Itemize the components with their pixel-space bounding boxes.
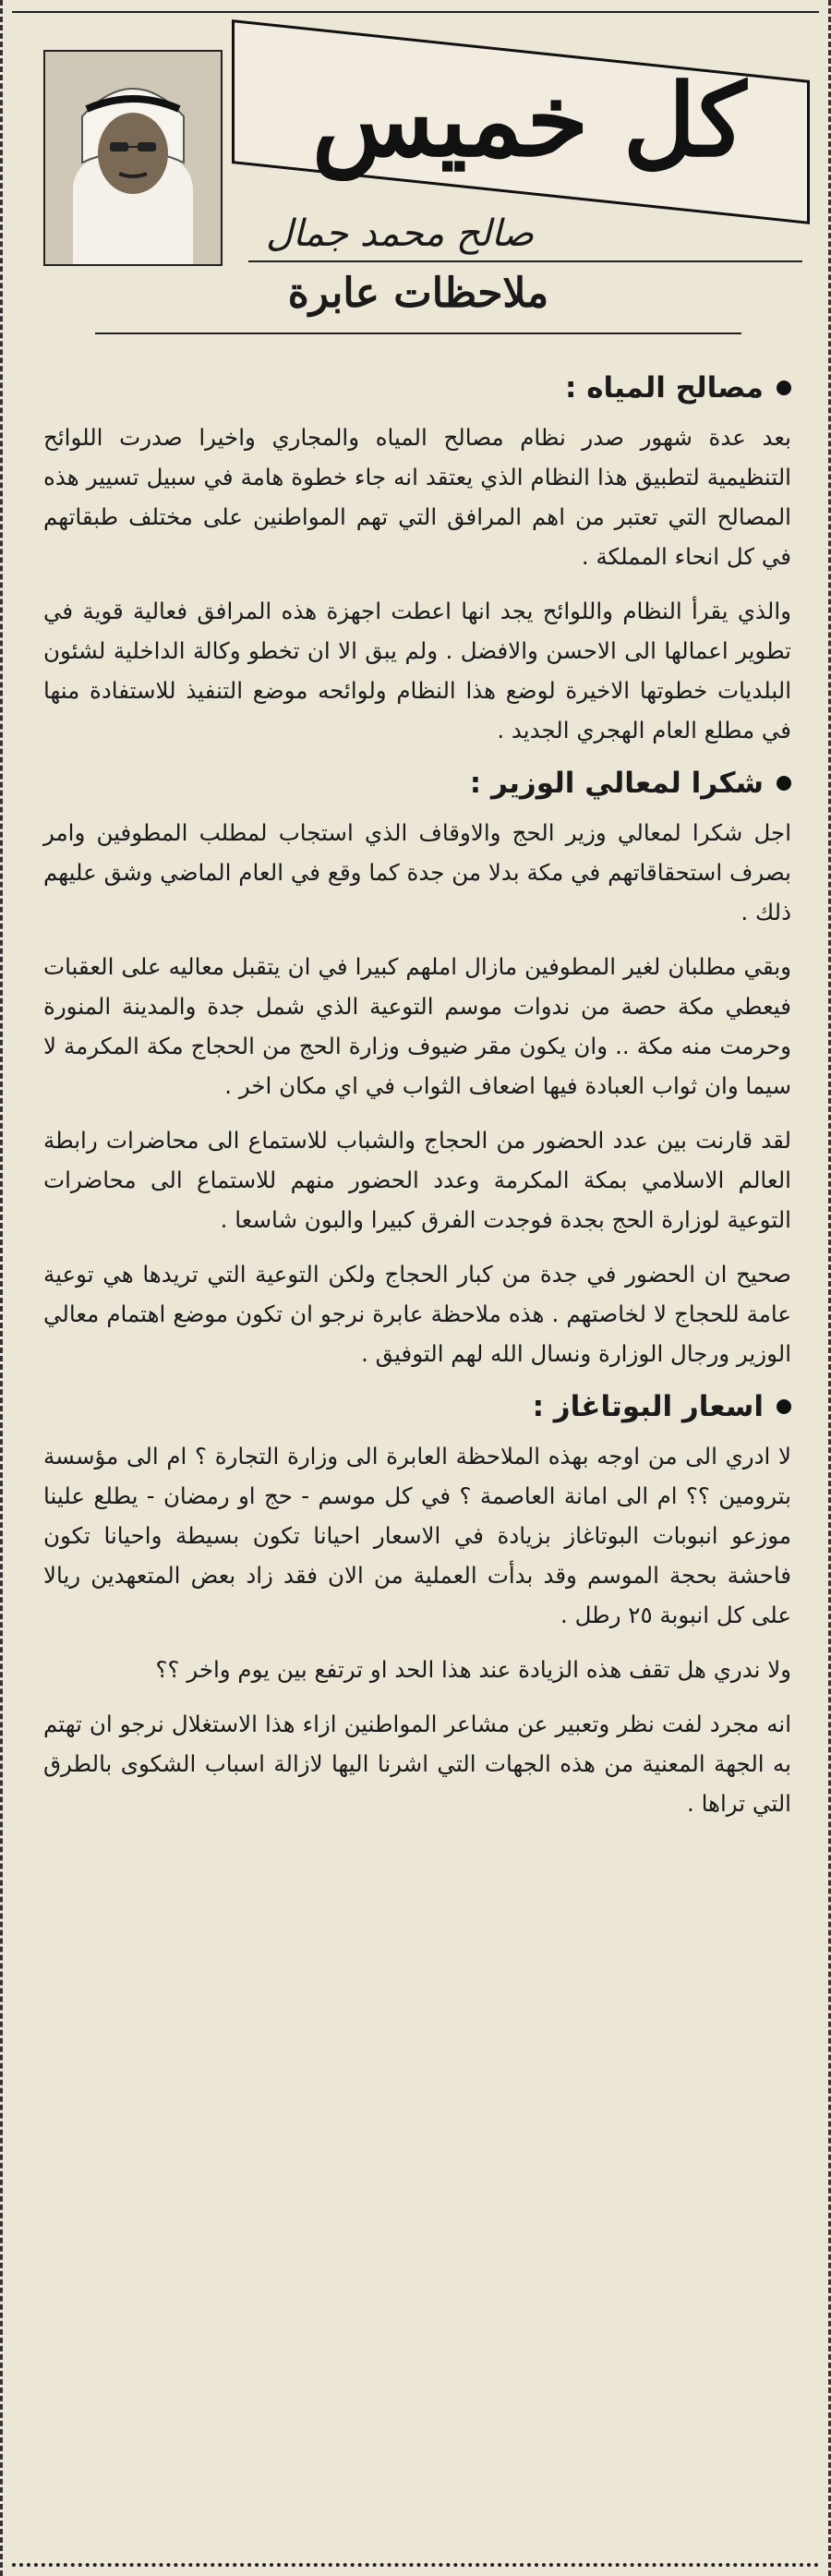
column-masthead — [30, 28, 815, 255]
section-heading-text: مصالح المياه : — [565, 371, 764, 405]
paragraph: اجل شكرا لمعالي وزير الحج والاوقاف الذي استجاب لمطلب المطوفين وامر بصرف استحقاقاتهم في مكة بدلا من جدة كما وقع في العام الماضي وشق عليهم ذلك . — [43, 819, 791, 925]
section-heading-text: شكرا لمعالي الوزير : — [469, 767, 764, 800]
paragraph: والذي يقرأ النظام واللوائح يجد انها اعطت اجهزة هذه المرافق فعالية قوية في تطوير اعمالها الى الاحسن والافضل . ولم يبق الا ان تخطو وكالة الداخلية لشئون البلديات خطوتها الاخيرة لوضع هذا النظام ولوائحه موضع التنفيذ للاستفادة منها في مطلع العام الهجري الجديد . — [43, 598, 791, 744]
paragraph: انه مجرد لفت نظر وتعبير عن مشاعر المواطنين ازاء هذا الاستغلال نرجو ان تهتم به الجهة المعنية من هذه الجهات التي اشرنا اليها لازالة اسباب الشكوى بالطرق التي تراها . — [43, 1711, 791, 1817]
paragraph: بعد عدة شهور صدر نظام مصالح المياه والمجاري واخيرا صدرت اللوائح التنظيمية لتطبيق هذا النظام الذي يعتقد انه جاء خطوة هامة في سبيل تسيير هذه المصالح التي تعتبر من اهم المرافق التي تهم المواطنين على مختلف طبقاتهم في كل انحاء المملكة . — [43, 424, 791, 570]
bullet-icon — [777, 381, 791, 395]
author-signature: صالح محمد جمال — [265, 212, 535, 255]
section-butane-prices — [43, 1390, 791, 1823]
section-water-utilities — [43, 371, 791, 750]
author-portrait-image — [45, 52, 221, 264]
top-border-rule — [12, 11, 819, 13]
paragraph: صحيح ان الحضور في جدة من كبار الحجاج ولكن التوعية التي تريدها هي توعية عامة للحجاج لا لخاصتهم . هذه ملاحظة عابرة نرجو ان تكون موضع اهتمام معالي الوزير ورجال الوزارة ونسال الله لهم التوفيق . — [43, 1261, 791, 1367]
bottom-border-rule — [12, 2563, 819, 2567]
section-heading — [43, 767, 791, 800]
bullet-icon — [777, 1399, 791, 1414]
paragraph: ولا ندري هل تقف هذه الزيادة عند هذا الحد او ترتفع بين يوم واخر ؟؟ — [155, 1656, 791, 1683]
author-photo — [43, 50, 223, 266]
section-heading-text: اسعار البوتاغاز : — [532, 1390, 764, 1423]
paragraph: وبقي مطلبان لغير المطوفين مازال املهم كبيرا في ان يتقبل معاليه على العقبات فيعطي مكة حصة من ندوات موسم التوعية الذي شمل جدة والمدينة المنورة وحرمت منه مكة .. وان يكون مقر ضيوف وزارة الحج من الحجاج مكة المكرمة لا سيما وان ثواب العبادة فيها اضعاف الثواب في اي مكان اخر . — [43, 953, 791, 1099]
paragraph: لقد قارنت بين عدد الحضور من الحجاج والشباب للاستماع الى محاضرات رابطة العالم الاسلامي بمكة المكرمة وعدد الحضور منهم للاستماع الى محاضرات التوعية لوزارة الحج بجدة فوجدت الفرق كبيرا والبون شاسعا . — [43, 1127, 791, 1233]
article-title: ملاحظات عابرة — [287, 270, 549, 317]
author-underline — [248, 260, 802, 262]
title-underline — [95, 333, 741, 334]
section-heading — [43, 1390, 791, 1423]
paragraph: لا ادري الى من اوجه بهذه الملاحظة العابرة الى وزارة التجارة ؟ ام الى مؤسسة بترومين ؟؟ ام الى امانة العاصمة ؟ في كل موسم - حج او رمضان - يطلع علينا موزعو انبوبات البوتاغاز بزيادة في الاسعار احيانا تكون بسيطة واحيانا تكون فاحشة بحجة الموسم وقد بدأت العملية من الان فقد زاد بعض المتعهدين ريالا على كل انبوبة ٢٥ رطل . — [43, 1443, 791, 1628]
section-heading — [43, 371, 791, 405]
section-thanks-minister — [43, 767, 791, 1373]
article-body — [43, 362, 791, 1840]
bullet-icon — [777, 776, 791, 791]
column-title: كل خميس — [311, 63, 747, 179]
